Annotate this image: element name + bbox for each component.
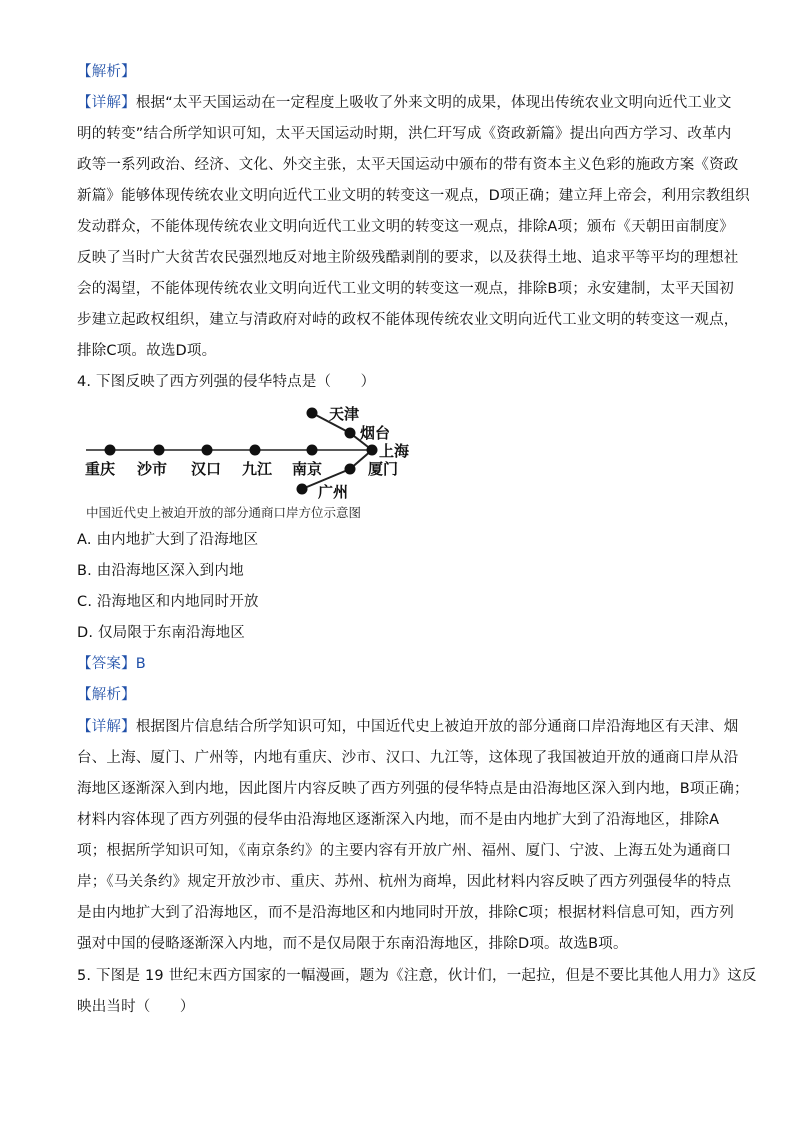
q4-option-c: C. 沿海地区和内地同时开放 [77,594,259,610]
q3-analysis-label: 【解析】 [77,64,136,80]
q4-answer-label: 【答案】B [77,656,146,672]
q3-detail-line-1: 【详解】根据“太平天国运动在一定程度上吸收了外来文明的成果，体现出传统农业文明向近代工业文 [77,95,732,111]
city-label-chongqing: 重庆 [85,460,116,478]
city-label-shanghai: 上海 [379,442,410,460]
map-caption: 中国近代史上被迫开放的部分通商口岸方位示意图 [86,505,362,520]
q3-detail-line-7: 会的渴望，不能体现传统农业文明向近代工业文明的转变这一观点，排除B项；永安建制，太平天国初 [77,281,734,297]
q4-detail-line-5: 项；根据所学知识可知，《南京条约》的主要内容有开放广州、福州、厦门、宁波、上海五处为通商口 [77,843,732,859]
q5-stem-line-2: 映出当时（ ） [77,999,195,1015]
q3-detail-line-9: 排除C项。故选D项。 [77,343,217,359]
city-label-guangzhou: 广州 [318,483,349,501]
city-label-tianjin: 天津 [329,405,360,423]
q4-stem: 4. 下图反映了西方列强的侵华特点是（ ） [77,374,376,390]
city-label-jiujiang: 九江 [242,460,273,478]
city-label-hankou: 汉口 [191,460,222,478]
q4-detail-line-6: 岸；《马关条约》规定开放沙市、重庆、苏州、杭州为商埠，因此材料内容反映了西方列强侵华的特点 [77,874,732,890]
q4-option-d: D. 仅局限于东南沿海地区 [77,625,245,641]
q4-analysis-label: 【解析】 [77,687,136,703]
city-label-shashi: 沙市 [137,460,168,478]
q3-detail-line-6: 反映了当时广大贫苦农民强烈地反对地主阶级残酷剥削的要求，以及获得土地、追求平等平均的理想社 [77,250,739,266]
q4-detail-line-1: 【详解】根据图片信息结合所学知识可知，中国近代史上被迫开放的部分通商口岸沿海地区有天津、烟 [77,719,739,735]
q3-detail-label: 【详解】 [77,95,136,111]
q3-detail-line-3: 政等一系列政治、经济、文化、外交主张，太平天国运动中颁布的带有资本主义色彩的施政方案《资政 [77,157,739,173]
q4-detail-line-8: 强对中国的侵略逐渐深入内地，而不是仅局限于东南沿海地区，排除D项。故选B项。 [77,936,628,952]
city-label-yantai: 烟台 [360,424,391,442]
q4-detail-label: 【详解】 [77,719,136,735]
q3-detail-line-8: 步建立起政权组织，建立与清政府对峙的政权不能体现传统农业文明向近代工业文明的转变这一观点， [77,312,739,328]
q5-stem-line-1: 5. 下图是 19 世纪末西方国家的一幅漫画，题为《注意，伙计们，一起拉，但是不要比其他人用力》这反 [77,968,757,984]
trade-ports-map [82,400,412,525]
q4-detail-line-3: 海地区逐渐深入到内地，因此图片内容反映了西方列强的侵华特点是由沿海地区深入到内地，B项正确； [77,781,749,797]
q3-detail-line-4: 新篇》能够体现传统农业文明向近代工业文明的转变这一观点，D项正确；建立拜上帝会，利用宗教组织 [77,188,750,204]
q4-detail-line-2: 台、上海、厦门、广州等，内地有重庆、沙市、汉口、九江等，这体现了我国被迫开放的通商口岸从沿 [77,750,739,766]
q4-option-a: A. 由内地扩大到了沿海地区 [77,532,259,548]
city-label-nanjing: 南京 [292,460,323,478]
city-label-xiamen: 厦门 [368,460,399,478]
q3-detail-line-2: 明的转变”结合所学知识可知，太平天国运动时期，洪仁玕写成《资政新篇》提出向西方学习、改革内 [77,126,732,142]
q4-option-b: B. 由沿海地区深入到内地 [77,563,244,579]
q4-detail-line-4: 材料内容体现了西方列强的侵华由沿海地区逐渐深入内地，而不是由内地扩大到了沿海地区，排除A [77,812,720,828]
q4-detail-line-7: 是由内地扩大到了沿海地区，而不是沿海地区和内地同时开放，排除C项；根据材料信息可知，西方列 [77,905,735,921]
q3-detail-line-5: 发动群众，不能体现传统农业文明向近代工业文明的转变这一观点，排除A项；颁布《天朝田亩制度》 [77,219,734,235]
